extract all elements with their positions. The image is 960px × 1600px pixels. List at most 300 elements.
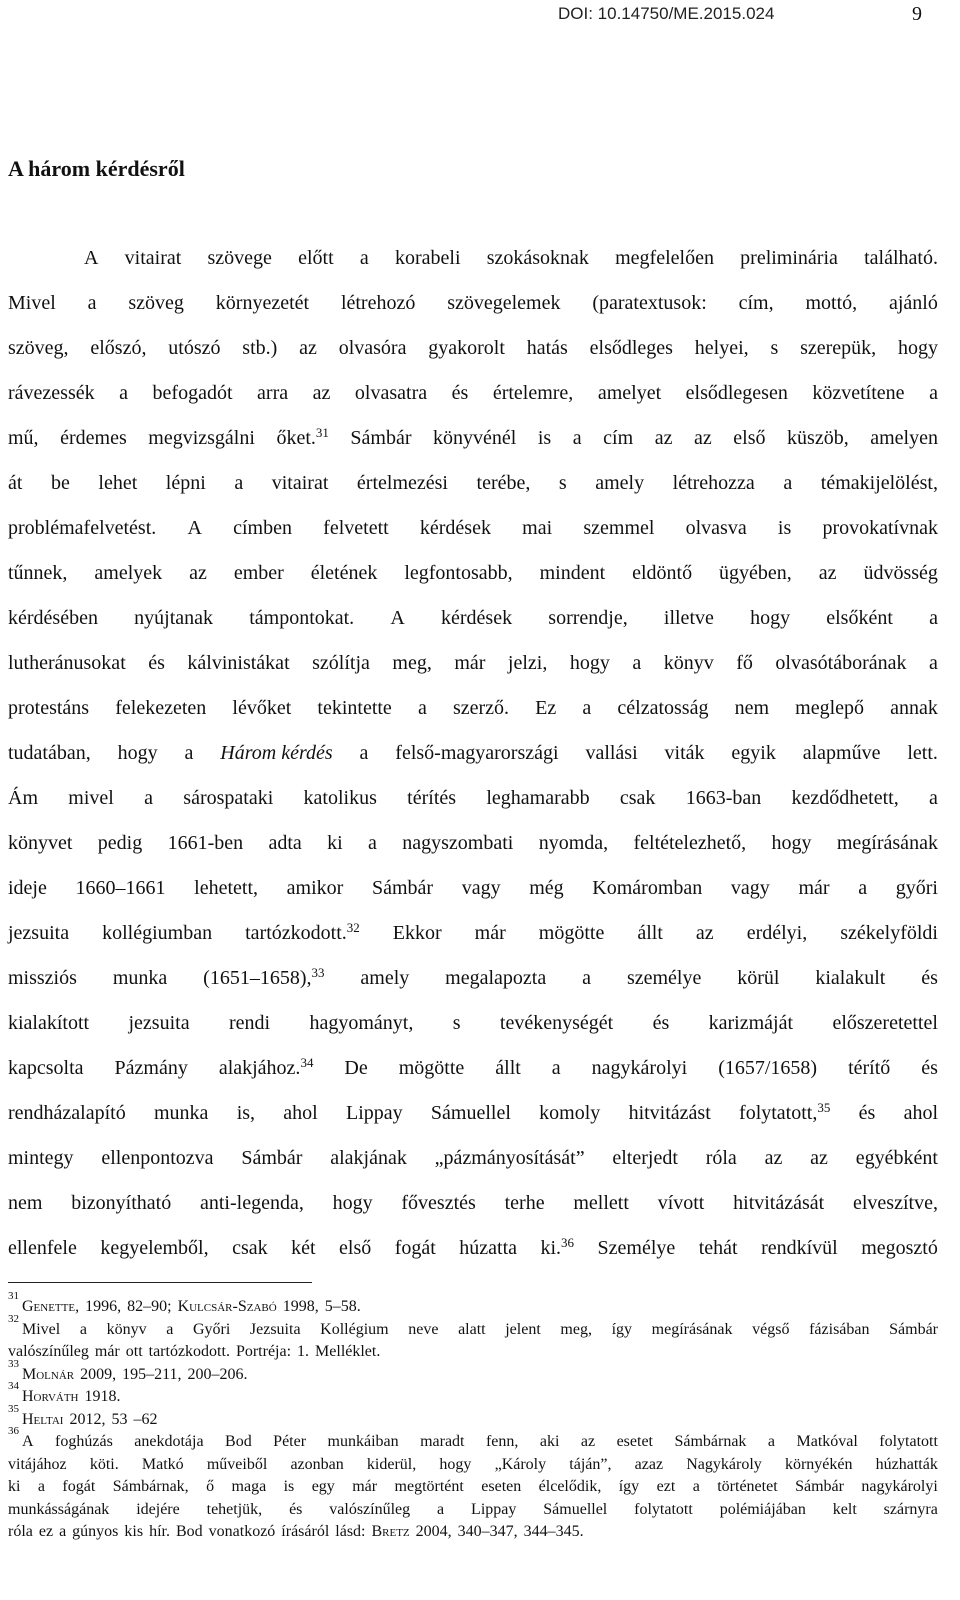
word: előszeretettel [832, 1012, 938, 1034]
word: ügyében, [719, 562, 792, 584]
text-line [8, 1181, 938, 1226]
word: az [654, 427, 673, 449]
word: az [312, 382, 331, 404]
word: tudatában, [8, 742, 91, 764]
footnote-separator [8, 1282, 312, 1283]
footnote-reference[interactable]: 35 [817, 1100, 831, 1115]
author-name: Bretz [371, 1523, 410, 1540]
word: Győri [192, 1320, 231, 1338]
word: Mivel [22, 1320, 61, 1338]
word: a [582, 697, 592, 719]
word: „Károly [494, 1455, 547, 1473]
word: csak [619, 787, 656, 809]
footnote-reference[interactable]: 34 [300, 1055, 314, 1070]
word: így [611, 1320, 633, 1338]
word: ő [206, 1478, 215, 1495]
footnote-line [8, 1312, 938, 1342]
word: protestáns [8, 697, 90, 719]
word: kérdésében [8, 607, 98, 629]
word: maga [231, 1478, 267, 1495]
word: első [339, 1237, 372, 1259]
word: gyakorolt [428, 337, 505, 359]
word: szólítja [312, 652, 370, 674]
text-line [8, 776, 938, 821]
word: nem [734, 697, 770, 719]
word: közvetítene [812, 382, 905, 404]
word: illetve [663, 607, 714, 629]
word: alapműve [802, 742, 881, 764]
word: húzhatták [875, 1455, 938, 1473]
word: már [798, 877, 830, 899]
word: mintegy [8, 1147, 74, 1169]
footnote-number: 33 [8, 1357, 19, 1370]
word: jezsuita [128, 1012, 190, 1034]
text-line [8, 866, 938, 911]
word: életének [310, 562, 378, 584]
word: Sámbár [795, 1478, 844, 1495]
word: karizmáját [708, 1012, 794, 1034]
footnote-text [8, 1499, 938, 1522]
word: szövegelemek [447, 292, 561, 314]
word: korabeli [394, 247, 461, 269]
word: a [79, 1320, 87, 1338]
word: tűnnek, [8, 562, 68, 584]
word: a [632, 652, 642, 674]
word: felső-magyarországi [395, 742, 559, 764]
footnote-line [8, 1380, 938, 1409]
footnote [8, 1402, 938, 1432]
word: Sámbár [371, 877, 434, 899]
word: a [119, 382, 129, 404]
word: szerző. [452, 697, 510, 719]
word: Matkóval [796, 1433, 858, 1450]
footnote-line [8, 1476, 938, 1499]
footnote-text: valószínűleg már ott tartózkodott. Portréja: 1. Melléklet. [8, 1343, 381, 1360]
word: Ez [535, 697, 557, 719]
word: folytatott [634, 1500, 693, 1518]
word: az [694, 427, 712, 449]
word: kialakult [815, 967, 886, 989]
footnote-line [8, 1454, 938, 1477]
word: befogadót [152, 382, 233, 404]
footnote-text [8, 1454, 938, 1477]
footnote [8, 1357, 938, 1387]
word: a [37, 1478, 45, 1495]
word: nem [8, 1192, 43, 1214]
word: katolikus [303, 787, 377, 809]
text-line [8, 911, 938, 956]
word: megtörtént [394, 1478, 464, 1495]
word: felvetett [323, 517, 389, 539]
word: fő [736, 652, 753, 674]
word: táján”, [569, 1455, 612, 1473]
word: preliminária [740, 247, 838, 269]
word: körül [737, 967, 780, 989]
word: valószínűleg [329, 1500, 411, 1518]
footnote [8, 1312, 938, 1364]
word: ezt [656, 1478, 676, 1495]
word: az [189, 562, 207, 584]
word: érdemes [60, 427, 127, 449]
footnote-reference[interactable]: 33 [311, 965, 325, 980]
word: megírásának [651, 1320, 733, 1338]
word: meglepő [795, 697, 865, 719]
word: az [580, 1433, 596, 1450]
word: problémafelvetést. [8, 517, 157, 539]
word: lehet [98, 472, 138, 494]
word: mögötte [538, 922, 605, 944]
word: hatás [526, 337, 568, 359]
word: környékén [784, 1455, 853, 1473]
word: köti. [89, 1455, 119, 1473]
word: és [652, 1012, 670, 1034]
word: mögötte [398, 1057, 465, 1079]
word: kollégiumban [102, 922, 213, 944]
footnote-text: Genette, 1996, 82–90; Kulcsár-Szabó 1998, 5–58. [22, 1298, 361, 1315]
word: felekezeten [115, 697, 207, 719]
word: ki.$^{36}$ [540, 1235, 575, 1259]
footnote-line [8, 1357, 938, 1387]
word: kálvinistákat [187, 652, 290, 674]
word: 1663-ban [685, 787, 762, 809]
footnote-number: 35 [8, 1402, 19, 1415]
word: őket.$^{31}$ [276, 425, 329, 449]
word: élcelődik, [538, 1478, 602, 1495]
word: feltételezhető, [633, 832, 747, 854]
word: anekdotája [134, 1433, 204, 1450]
word: környezetét [215, 292, 310, 314]
word: lehetett, [194, 877, 259, 899]
word: foghúzás [55, 1433, 113, 1450]
word: a [368, 832, 377, 854]
word: lett. [907, 742, 938, 764]
word: ember [233, 562, 284, 584]
text-line [8, 461, 938, 506]
word: vívott [657, 1192, 705, 1214]
word: rendkívül [761, 1237, 838, 1259]
word: hogy [439, 1455, 472, 1473]
word: fővesztés [401, 1192, 476, 1214]
word: a [692, 1478, 700, 1495]
word: megosztó [861, 1237, 938, 1259]
word: annak [890, 697, 938, 719]
body-text [8, 236, 938, 1271]
word: (1657/1658) [718, 1057, 818, 1079]
word: előtt [298, 247, 334, 269]
text-line [8, 1046, 938, 1091]
word: a [929, 607, 938, 629]
word: Lippay [471, 1500, 517, 1518]
word: a [417, 697, 427, 719]
word: és [451, 382, 469, 404]
word: tekintette [317, 697, 392, 719]
text-line [8, 416, 938, 461]
word: nyújtanak [134, 607, 214, 629]
word: állt [495, 1057, 521, 1079]
word: amely [595, 472, 645, 494]
word: mottó, [805, 292, 858, 314]
word: Ám [8, 787, 38, 809]
word: tevékenységét [499, 1012, 614, 1034]
word: Sámuellel [430, 1102, 511, 1124]
word: amelyet [597, 382, 662, 404]
word: tehetjük, [206, 1500, 263, 1518]
word: missziós [8, 967, 77, 989]
word: aki [539, 1433, 560, 1450]
word: létrehozó [340, 292, 416, 314]
word: munkáiban [327, 1433, 399, 1450]
word: szövege [207, 247, 272, 269]
text-line [8, 821, 938, 866]
word: megvizsgálni [148, 427, 255, 449]
word: megalapozta [445, 967, 547, 989]
word: ahol [903, 1102, 938, 1124]
word: fázisában [809, 1320, 870, 1338]
text-line [8, 236, 938, 281]
word: A [390, 607, 405, 629]
word: a [551, 1057, 561, 1079]
word: Három kérdés [220, 742, 333, 764]
footnote-line [8, 1341, 938, 1364]
word: bizonyítható [71, 1192, 172, 1214]
footnote-line [8, 1521, 938, 1544]
word: folytatott [879, 1433, 938, 1450]
word: folytatott,$^{35}$ [739, 1100, 831, 1124]
word: A [84, 247, 99, 269]
word: olvasóra [338, 337, 407, 359]
word: a [929, 382, 938, 404]
text-line [8, 686, 938, 731]
word: rendi [228, 1012, 271, 1034]
word: kapcsolta [8, 1057, 84, 1079]
word: a [437, 1500, 445, 1518]
word: cím [603, 427, 634, 449]
word: terébe, [476, 472, 531, 494]
footnote-reference[interactable]: 31 [315, 425, 329, 440]
word: 1660–1661 [75, 877, 166, 899]
footnote-reference[interactable]: 36 [561, 1235, 575, 1250]
word: provokatívnak [822, 517, 938, 539]
word: róla [705, 1147, 737, 1169]
word: ellenfele [8, 1237, 77, 1259]
word: tartózkodott.$^{32}$ [245, 920, 360, 944]
word: helyei, [694, 337, 749, 359]
footnote-text [22, 1319, 938, 1342]
text-line [8, 1136, 938, 1181]
footnote-line [8, 1290, 938, 1319]
word: nagykárolyi [861, 1478, 938, 1495]
word: megfelelően [615, 247, 714, 269]
text-line [8, 956, 938, 1001]
author-name: Horváth [22, 1388, 79, 1405]
word: szöveg, [8, 337, 69, 359]
word: jelent [505, 1320, 541, 1338]
footnote-number: 34 [8, 1380, 19, 1392]
word: hogy [332, 1192, 373, 1214]
word: adta [268, 832, 302, 854]
word: s [770, 337, 779, 359]
author-name: Genette [22, 1298, 76, 1315]
word: polémiájában [719, 1500, 806, 1518]
word: ki [8, 1478, 21, 1495]
word: kérdések [441, 607, 513, 629]
word: is [283, 1478, 295, 1495]
word: szokásoknak [486, 247, 589, 269]
text-line [8, 1091, 938, 1136]
word: támpontokat. [249, 607, 355, 629]
word: és [148, 652, 165, 674]
page-number: 9 [912, 3, 922, 25]
word: célzatosság [617, 697, 709, 719]
word: egyébként [855, 1147, 938, 1169]
word: 1661-ben [167, 832, 244, 854]
word: a [929, 652, 938, 674]
word: nyomda, [538, 832, 609, 854]
word: szöveg [128, 292, 184, 314]
word: a [144, 787, 153, 809]
word: rávezessék [8, 382, 95, 404]
word: és [858, 1102, 876, 1124]
word: cím, [738, 292, 774, 314]
word: könyvénél [433, 427, 517, 449]
word: a [767, 1433, 776, 1450]
text-line [8, 281, 938, 326]
word: A [22, 1433, 34, 1450]
word: Nagykároly [686, 1455, 762, 1473]
footnote-text: Molnár 2009, 195–211, 200–206. [22, 1365, 248, 1383]
doi-identifier: DOI: 10.14750/ME.2015.024 [558, 4, 775, 23]
author-name: Molnár [22, 1365, 75, 1383]
section-title: A három kérdésről [8, 156, 185, 181]
word: és [289, 1500, 303, 1518]
word: értelemre, [492, 382, 574, 404]
word: vagy [730, 877, 770, 899]
page-header [0, 4, 960, 28]
word: a [582, 967, 592, 989]
word: utószó [168, 337, 221, 359]
word: Kollégium [320, 1320, 389, 1338]
word: legfontosabb, [404, 562, 513, 584]
footnote-line [8, 1425, 938, 1454]
word: fogát [394, 1237, 436, 1259]
author-name: Heltai [22, 1410, 64, 1428]
word: s [558, 472, 567, 494]
word: nagyszombati [402, 832, 514, 854]
word: maradt [420, 1433, 465, 1450]
word: Bod [225, 1433, 252, 1450]
word: történetet [717, 1478, 778, 1495]
footnotes [8, 1290, 938, 1544]
word: a [234, 472, 244, 494]
word: De [344, 1057, 368, 1079]
word: lépni [165, 472, 206, 494]
word: és [921, 967, 938, 989]
text-line [8, 1226, 938, 1271]
word: idejére [136, 1500, 180, 1518]
word: mivel [68, 787, 114, 809]
word: az [810, 1147, 828, 1169]
word: a [87, 292, 97, 314]
word: szerepük, [800, 337, 877, 359]
word: neve [408, 1320, 439, 1338]
footnote [8, 1425, 938, 1544]
word: térítő [848, 1057, 891, 1079]
word: Lippay [346, 1102, 403, 1124]
word: küszöb, [787, 427, 849, 449]
word: alatt [458, 1320, 486, 1338]
text-line [8, 326, 938, 371]
word: azaz [634, 1455, 664, 1473]
word: győri [895, 877, 938, 899]
word: hogy [569, 652, 610, 674]
footnote-reference[interactable]: 32 [346, 920, 360, 935]
word: „pázmányosítását” [434, 1147, 585, 1169]
word: létrehozza [672, 472, 755, 494]
word: tehát [698, 1237, 738, 1259]
word: Sámbár [350, 427, 412, 449]
word: kelt [832, 1500, 857, 1518]
word: rendházalapító [8, 1102, 126, 1124]
word: Sámbár [889, 1320, 938, 1338]
word: s [452, 1012, 461, 1034]
word: kezdődhetett, [791, 787, 899, 809]
word: kiderül, [366, 1455, 417, 1473]
text-line [8, 731, 938, 776]
word: Sámbárnak [674, 1433, 747, 1450]
word: könyv [106, 1320, 147, 1338]
word: munkásságának [8, 1500, 110, 1518]
word: témakijelölést, [820, 472, 938, 494]
word: így [618, 1478, 640, 1495]
word: (1651–1658),$^{33}$ [203, 965, 325, 989]
word: A [187, 517, 202, 539]
word: egyik [731, 742, 776, 764]
word: kialakított [8, 1012, 90, 1034]
word: Személye [597, 1237, 676, 1259]
footnote-text: róla ez a gúnyos kis hír. Bod vonatkozó írásáról lásd: Bretz 2004, 340–347, 344–345. [8, 1523, 584, 1540]
word: található. [864, 247, 938, 269]
word: olvasatra [354, 382, 428, 404]
word: térítés [407, 787, 457, 809]
word: a [929, 787, 938, 809]
word: jelzi, [507, 652, 548, 674]
word: Ekkor [392, 922, 442, 944]
word: még [529, 877, 564, 899]
word: Matkó [141, 1455, 184, 1473]
word: alakjához.$^{34}$ [218, 1055, 314, 1079]
word: (paratextusok: [592, 292, 707, 314]
word: Mivel [8, 292, 56, 314]
word: az [818, 562, 837, 584]
word: hagyományt, [309, 1012, 414, 1034]
word: vitájához [8, 1455, 67, 1473]
word: megírásának [836, 832, 938, 854]
word: húzatta [459, 1237, 518, 1259]
word: munka [153, 1102, 209, 1124]
word: előszó, [90, 337, 147, 359]
word: hitvitázását [733, 1192, 825, 1214]
word: arra [257, 382, 289, 404]
word: értelmezési [356, 472, 448, 494]
word: Péter [273, 1433, 307, 1450]
word: is, [236, 1102, 256, 1124]
word: ki [327, 832, 343, 854]
word: meg, [560, 1320, 592, 1338]
footnote [8, 1290, 938, 1319]
word: anti-legenda, [199, 1192, 304, 1214]
footnote [8, 1380, 938, 1409]
word: esetet [616, 1433, 653, 1450]
